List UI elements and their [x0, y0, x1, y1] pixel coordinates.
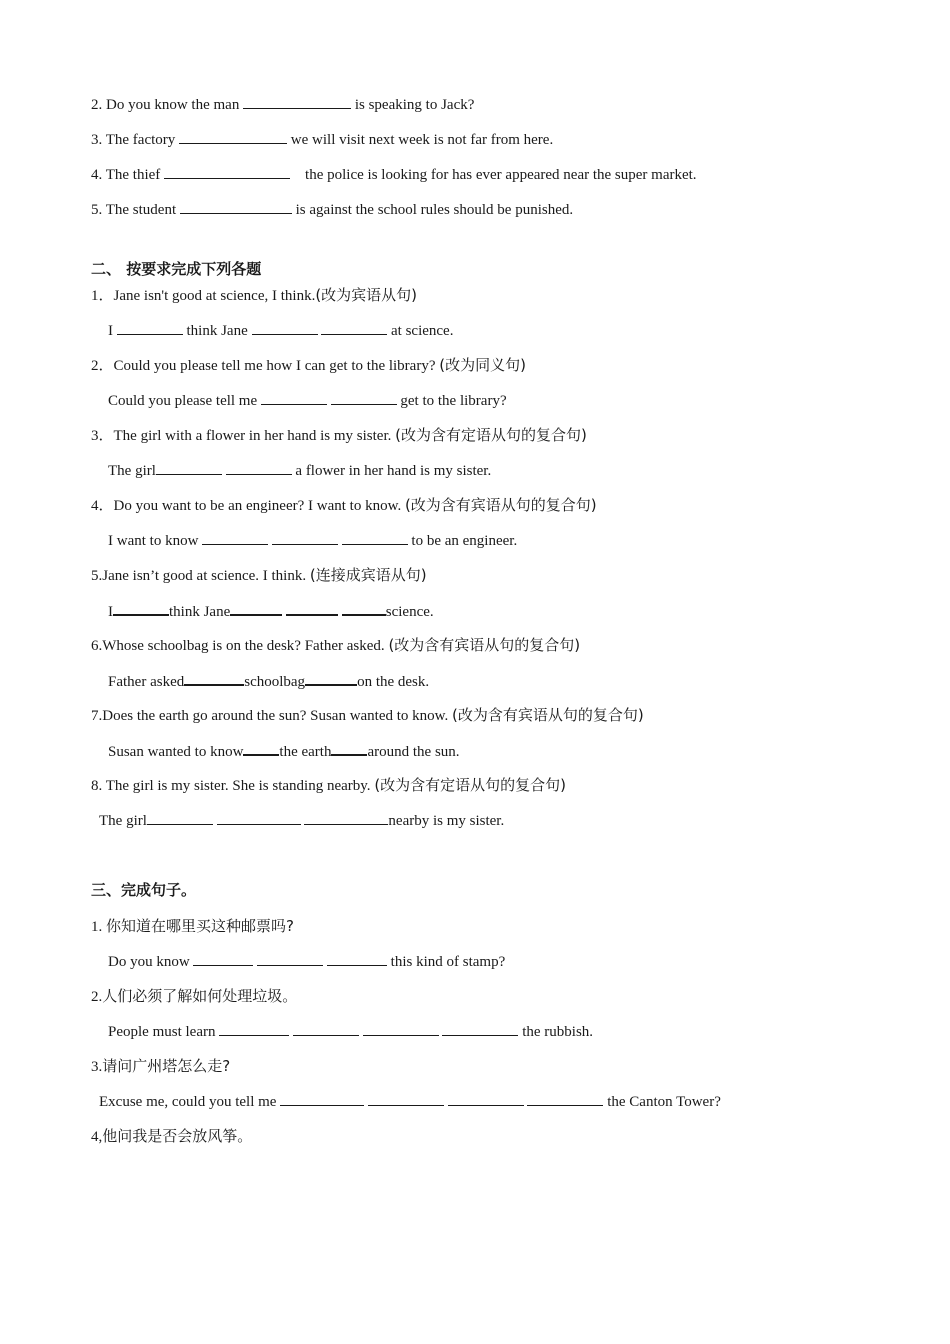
answer-blank[interactable] — [272, 530, 338, 545]
s2-q1-answer: I think Jane at science. — [108, 320, 453, 341]
s2-q5-prompt: 5.Jane isn’t good at science. I think. (连接成宾语从句) — [91, 566, 427, 584]
s2-q5-answer: I think Jane science. — [108, 600, 434, 622]
answer-blank[interactable] — [117, 320, 183, 335]
s2-q8-answer: The girl nearby is my sister. — [99, 810, 504, 831]
s2-q2-answer: Could you please tell me get to the library? — [108, 390, 507, 411]
answer-blank[interactable] — [304, 810, 388, 825]
answer-blank[interactable] — [193, 951, 253, 966]
section-2-heading: 二、 按要求完成下列各题 — [91, 260, 262, 278]
answer-blank[interactable] — [243, 94, 351, 109]
answer-blank[interactable] — [368, 1091, 444, 1106]
s1-item-5: 5. The student is against the school rules should be punished. — [91, 199, 573, 220]
answer-blank[interactable] — [448, 1091, 524, 1106]
answer-blank[interactable] — [219, 1021, 289, 1036]
s2-q2-prompt: 2．Could you please tell me how I can get to the library? (改为同义句) — [91, 356, 526, 374]
s1-item-4: 4. The thief the police is looking for has ever appeared near the super market. — [91, 164, 697, 185]
answer-blank[interactable] — [113, 600, 169, 616]
s2-q8-prompt: 8. The girl is my sister. She is standing nearby. (改为含有定语从句的复合句) — [91, 776, 567, 794]
answer-blank[interactable] — [442, 1021, 518, 1036]
answer-blank[interactable] — [342, 600, 386, 616]
answer-blank[interactable] — [217, 810, 301, 825]
answer-blank[interactable] — [321, 320, 387, 335]
answer-blank[interactable] — [184, 670, 244, 686]
s3-q3-prompt: 3.请问广州塔怎么走? — [91, 1057, 231, 1075]
answer-blank[interactable] — [180, 199, 292, 214]
answer-blank[interactable] — [179, 129, 287, 144]
answer-blank[interactable] — [331, 740, 367, 756]
s2-q1-prompt: 1．Jane isn't good at science, I think.(改为宾语从句) — [91, 286, 418, 304]
s3-q2-prompt: 2.人们必须了解如何处理垃圾。 — [91, 987, 298, 1005]
s3-q3-answer: Excuse me, could you tell me the Canton Tower? — [99, 1091, 721, 1112]
s2-q6-answer: Father asked schoolbag on the desk. — [108, 670, 429, 692]
s2-q7-answer: Susan wanted to know the earth around the sun. — [108, 740, 460, 762]
answer-blank[interactable] — [202, 530, 268, 545]
section-3-heading: 三、完成句子。 — [91, 881, 197, 899]
answer-blank[interactable] — [286, 600, 338, 616]
s3-q1-answer: Do you know this kind of stamp? — [108, 951, 505, 972]
s2-q6-prompt: 6.Whose schoolbag is on the desk? Father asked. (改为含有宾语从句的复合句) — [91, 636, 581, 654]
answer-blank[interactable] — [305, 670, 357, 686]
answer-blank[interactable] — [280, 1091, 364, 1106]
answer-blank[interactable] — [327, 951, 387, 966]
answer-blank[interactable] — [147, 810, 213, 825]
s1-item-2: 2. Do you know the man is speaking to Jack? — [91, 94, 474, 115]
answer-blank[interactable] — [230, 600, 282, 616]
s1-item-3: 3. The factory we will visit next week is not far from here. — [91, 129, 553, 150]
s3-q2-answer: People must learn the rubbish. — [108, 1021, 593, 1042]
s3-q1-prompt: 1. 你知道在哪里买这种邮票吗? — [91, 917, 294, 935]
answer-blank[interactable] — [257, 951, 323, 966]
answer-blank[interactable] — [164, 164, 290, 179]
answer-blank[interactable] — [261, 390, 327, 405]
answer-blank[interactable] — [527, 1091, 603, 1106]
answer-blank[interactable] — [331, 390, 397, 405]
answer-blank[interactable] — [363, 1021, 439, 1036]
answer-blank[interactable] — [252, 320, 318, 335]
s3-q4-prompt: 4,他问我是否会放风筝。 — [91, 1127, 253, 1145]
answer-blank[interactable] — [156, 460, 222, 475]
s2-q4-prompt: 4．Do you want to be an engineer? I want to know. (改为含有宾语从句的复合句) — [91, 496, 597, 514]
answer-blank[interactable] — [243, 740, 279, 756]
s2-q7-prompt: 7.Does the earth go around the sun? Susan wanted to know. (改为含有宾语从句的复合句) — [91, 706, 644, 724]
s2-q3-answer: The girl a flower in her hand is my sister. — [108, 460, 491, 481]
answer-blank[interactable] — [226, 460, 292, 475]
s2-q4-answer: I want to know to be an engineer. — [108, 530, 517, 551]
s2-q3-prompt: 3．The girl with a flower in her hand is my sister. (改为含有定语从句的复合句) — [91, 426, 587, 444]
answer-blank[interactable] — [293, 1021, 359, 1036]
answer-blank[interactable] — [342, 530, 408, 545]
